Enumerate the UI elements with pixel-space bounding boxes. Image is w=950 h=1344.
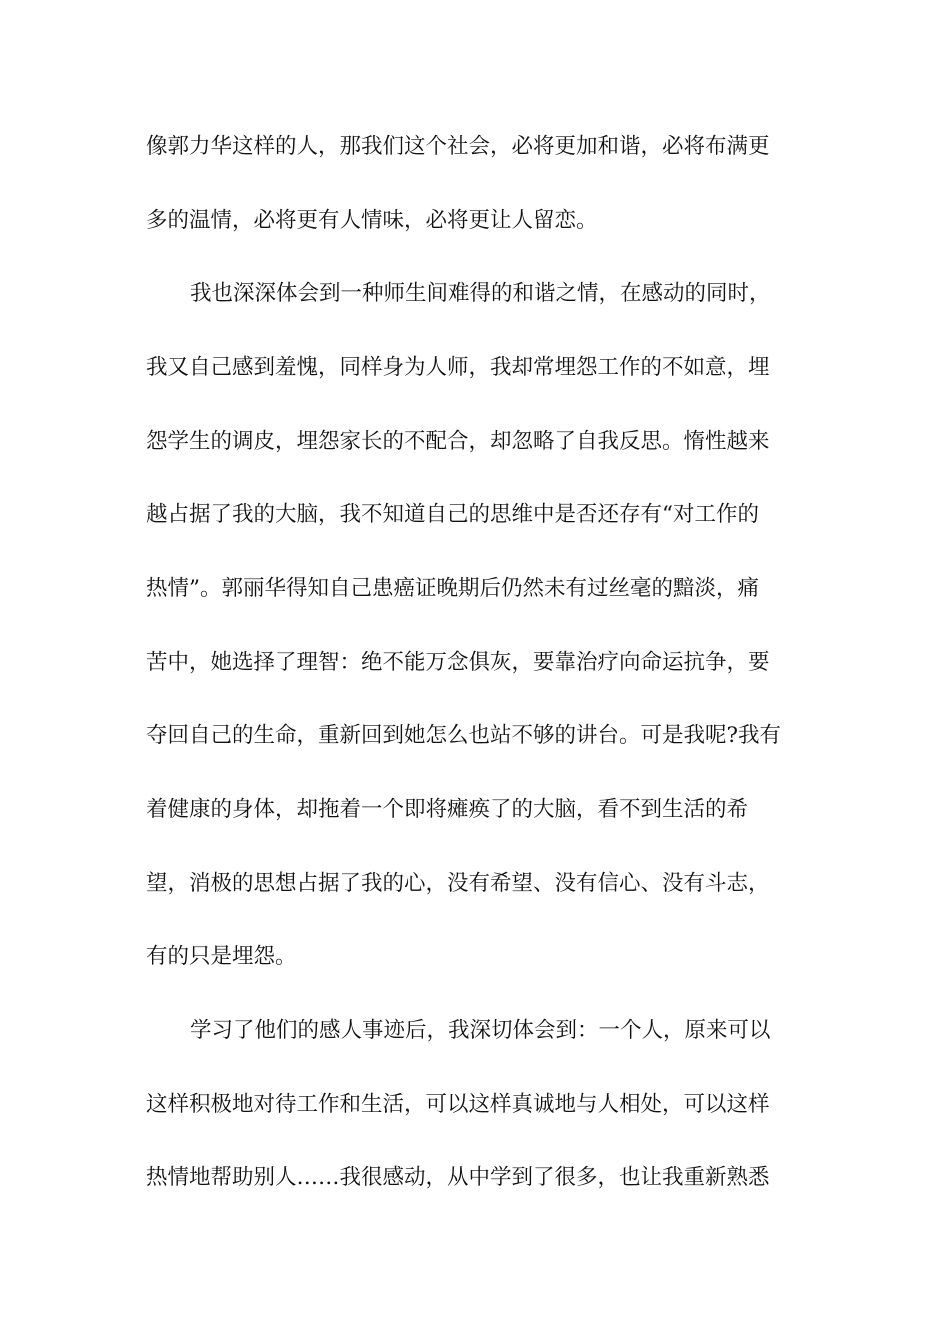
- text-line-4: 我又自己感到羞愧，同样身为人师，我却常埋怨工作的不如意，埋: [146, 355, 770, 380]
- paragraph-start-line: 我也深深体会到一种师生间难得的和谐之情，在感动的同时，: [190, 281, 771, 306]
- text-line-11: 望，消极的思想占据了我的心，没有希望、没有信心、没有斗志，: [146, 871, 770, 896]
- text-line-6: 越占据了我的大脑，我不知道自己的思维中是否还存有“对工作的: [146, 502, 759, 527]
- text-line-14: 这样积极地对待工作和生活，可以这样真诚地与人相处，可以这样: [146, 1092, 770, 1117]
- text-line-15: 热情地帮助别人……我很感动，从中学到了很多，也让我重新熟悉: [146, 1165, 770, 1190]
- text-line-2: 多的温情，必将更有人情味，必将更让人留恋。: [146, 208, 598, 233]
- text-line-7: 热情”。郭丽华得知自己患癌证晚期后仍然未有过丝毫的黯淡，痛: [146, 576, 759, 601]
- text-line-5: 怨学生的调皮，埋怨家长的不配合，却忽略了自我反思。惰性越来: [146, 429, 770, 454]
- text-line-1: 像郭力华这样的人，那我们这个社会，必将更加和谐，必将布满更: [146, 134, 770, 159]
- text-line-12: 有的只是埋怨。: [146, 944, 297, 969]
- text-line-10: 着健康的身体，却拖着一个即将瘫痪了的大脑，看不到生活的希: [146, 797, 749, 822]
- text-line-8: 苦中，她选择了理智：绝不能万念俱灰，要靠治疗向命运抗争，要: [146, 650, 770, 675]
- paragraph-start-line: 学习了他们的感人事迹后，我深切体会到：一个人，原来可以: [190, 1018, 771, 1043]
- text-line-9: 夺回自己的生命，重新回到她怎么也站不够的讲台。可是我呢?我有: [146, 723, 782, 748]
